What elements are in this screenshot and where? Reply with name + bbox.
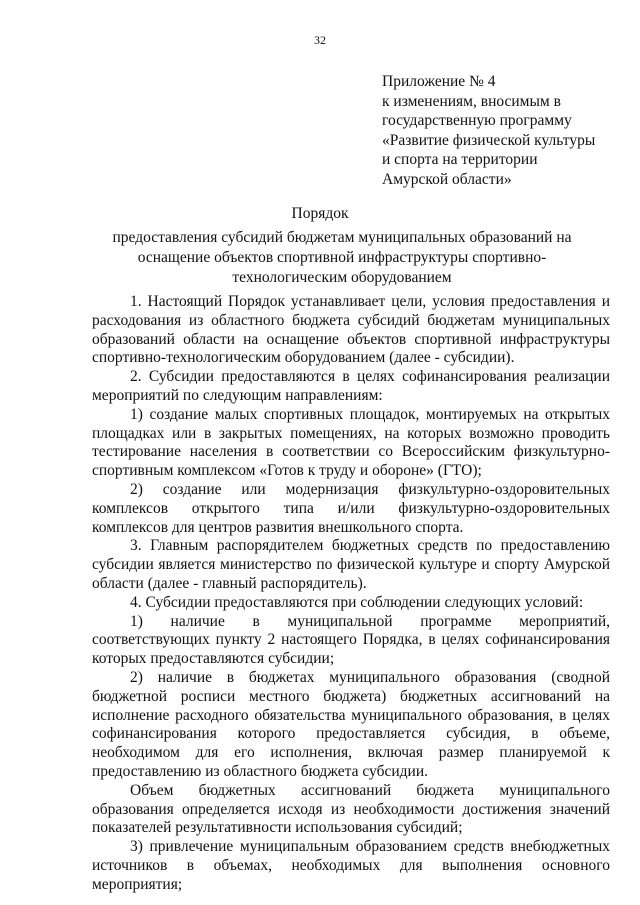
paragraph: 2) наличие в бюджетах муниципального образования (сводной бюджетной росписи местного бюджета) бюджетных ассигнований на исполнение расходного обязательства муниципального образования, в целях софинансирования которого предоставляется субсидия, в объеме, необходимом для его исполнения, включая размер планируемой к предоставлению из областного бюджета субсидии. xyxy=(92,668,610,780)
paragraph: 1. Настоящий Порядок устанавливает цели, условия предоставления и расходования из областного бюджета субсидий бюджетам муниципальных образований области на оснащение объектов спортивной инфраструктуры спортивно-технологическим оборудованием (далее - субсидии). xyxy=(92,293,610,367)
appendix-line: Приложение № 4 xyxy=(382,73,496,90)
paragraph: 3) привлечение муниципальным образованием средств внебюджетных источников в объемах, необходимых для выполнения основного мероприятия; xyxy=(92,838,610,893)
appendix-line: государственную программу xyxy=(382,112,572,130)
appendix-line: «Развитие физической культуры xyxy=(382,131,596,149)
paragraph: 4. Субсидии предоставляются при соблюдении следующих условий: xyxy=(130,593,584,611)
document-subtitle: предоставления субсидий бюджетам муниципальных образований на оснащение объектов спортивной инфраструктуры спортивно-технологическим оборудованием xyxy=(112,229,572,286)
page-number: 32 xyxy=(314,33,326,47)
document-body xyxy=(92,293,610,895)
paragraph: 2) создание или модернизация физкультурно-оздоровительных комплексов открытого типа и/или физкультурно-оздоровительных комплексов для центров развития внешкольного спорта. xyxy=(92,480,610,536)
document-title: Порядок xyxy=(291,205,349,222)
paragraph: Объем бюджетных ассигнований бюджета муниципального образования определяется исходя из необходимости достижения значений показателей результативности использования субсидий; xyxy=(92,781,610,837)
appendix-line: Амурской области» xyxy=(382,170,512,188)
paragraph: 1) наличие в муниципальной программе мероприятий, соответствующих пункту 2 настоящего Порядка, в целях софинансирования которых предоставляются субсидии; xyxy=(92,612,610,668)
paragraph: 3. Главным распорядителем бюджетных средств по предоставлению субсидии является министерство по физической культуре и спорту Амурской области (далее - главный распорядитель). xyxy=(92,537,610,592)
paragraph: 1) создание малых спортивных площадок, монтируемых на открытых площадках или в закрытых помещениях, на которых возможно проводить тестирование населения в соответствии со Всероссийским физкультурно-спортивным комплексом «Готов к труду и обороне» (ГТО); xyxy=(92,405,610,480)
appendix-line: и спорта на территории xyxy=(382,151,538,169)
appendix-block xyxy=(382,72,632,190)
appendix-line: к изменениям, вносимым в xyxy=(382,92,561,110)
paragraph: 2. Субсидии предоставляются в целях софинансирования реализации мероприятий по следующим направлениям: xyxy=(92,368,610,404)
